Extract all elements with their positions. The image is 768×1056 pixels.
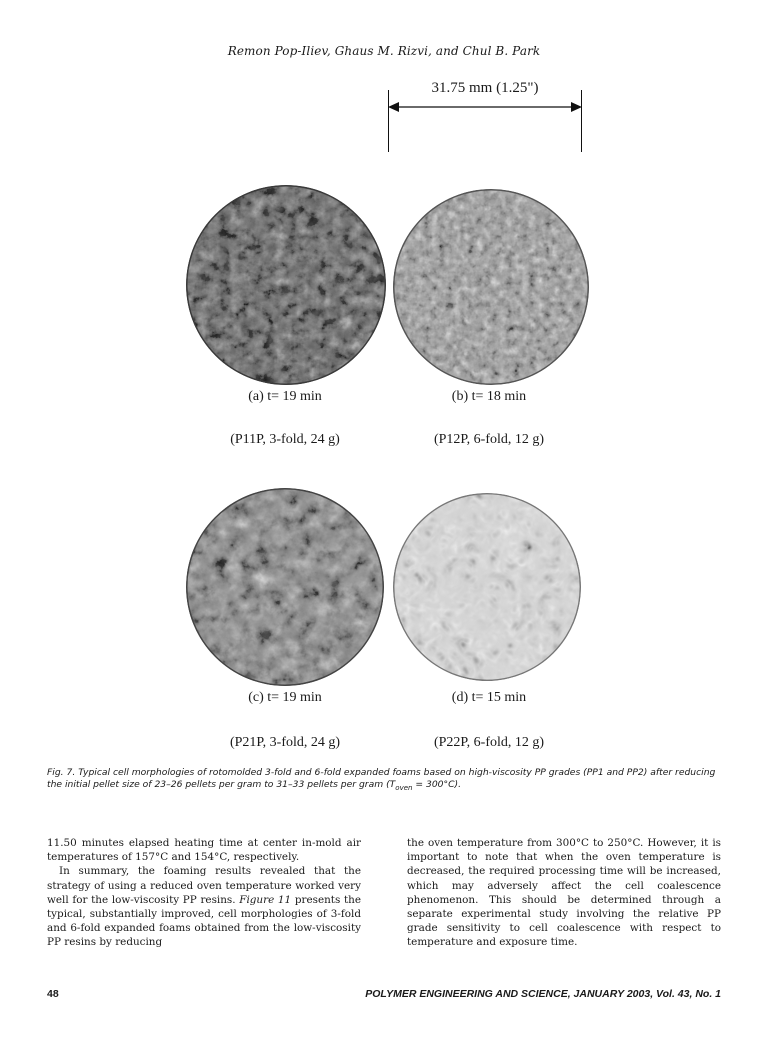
foam-sample-c-image: [186, 488, 384, 686]
figure-caption: [47, 767, 727, 794]
foam-sample-b-image: [393, 189, 589, 385]
scale-bar-label: 31.75 mm (1.25"): [431, 80, 539, 96]
foam-sample-a-image: [186, 185, 386, 385]
body-paragraph-text: In summary, the foaming results revealed that the strategy of using a reduced oven temperature worked very well for the low-viscosity PP resins.: [47, 865, 361, 906]
figure-caption-end: = 300°C).: [412, 779, 462, 790]
foam-sample-d-image: [393, 493, 581, 681]
running-header-authors: Remon Pop-Iliev, Ghaus M. Rizvi, and Chul B. Park: [227, 44, 541, 58]
panel-a-time: (a) t= 19 min: [248, 389, 322, 404]
body-paragraph: the oven temperature from 300°C to 250°C. However, it is important to note that when the oven temperature is decreased, the required processing time will be increased, which may adversely affect the cell coalescence phenomenon. This should be determined through a separate experimental study involving the relative PP grade sensitivity to cell coalescence with respect to temperature and exposure time.: [407, 837, 721, 949]
panel-b-time: (b) t= 18 min: [451, 389, 527, 404]
body-paragraph-text: presents the typical, substantially improved, cell morphologies of 3-fold and 6-fold expanded foams obtained from the low-viscosity PP resins by reducing: [47, 893, 361, 949]
body-paragraph: [47, 864, 361, 949]
panel-b-spec: (P12P, 6-fold, 12 g): [433, 432, 545, 447]
panel-a-spec: (P11P, 3-fold, 24 g): [230, 432, 340, 447]
panel-d-time: (d) t= 15 min: [451, 690, 527, 705]
journal-footer: POLYMER ENGINEERING AND SCIENCE, JANUARY 2003, Vol. 43, No. 1: [365, 988, 721, 1000]
body-column-left: [47, 836, 361, 950]
panel-d-spec: (P22P, 6-fold, 12 g): [433, 735, 545, 750]
body-paragraph: 11.50 minutes elapsed heating time at center in-mold air temperatures of 157°C and 154°C, respectively.: [47, 837, 361, 864]
figure-reference: Figure 11: [239, 893, 292, 906]
panel-c-time: (c) t= 19 min: [248, 690, 322, 705]
body-column-right: [407, 836, 721, 950]
figure-caption-subscript: oven: [395, 783, 413, 792]
scale-bar-arrow: [388, 100, 582, 114]
page-number: 48: [47, 988, 59, 1000]
figure-caption-text: Fig. 7. Typical cell morphologies of rotomolded 3-fold and 6-fold expanded foams based on high-viscosity PP grades (PP1 and PP2) after reducing the initial pellet size of 23–26 pellets per gram to 31–33 pellets per gram (T: [47, 767, 716, 790]
panel-c-spec: (P21P, 3-fold, 24 g): [229, 735, 341, 750]
